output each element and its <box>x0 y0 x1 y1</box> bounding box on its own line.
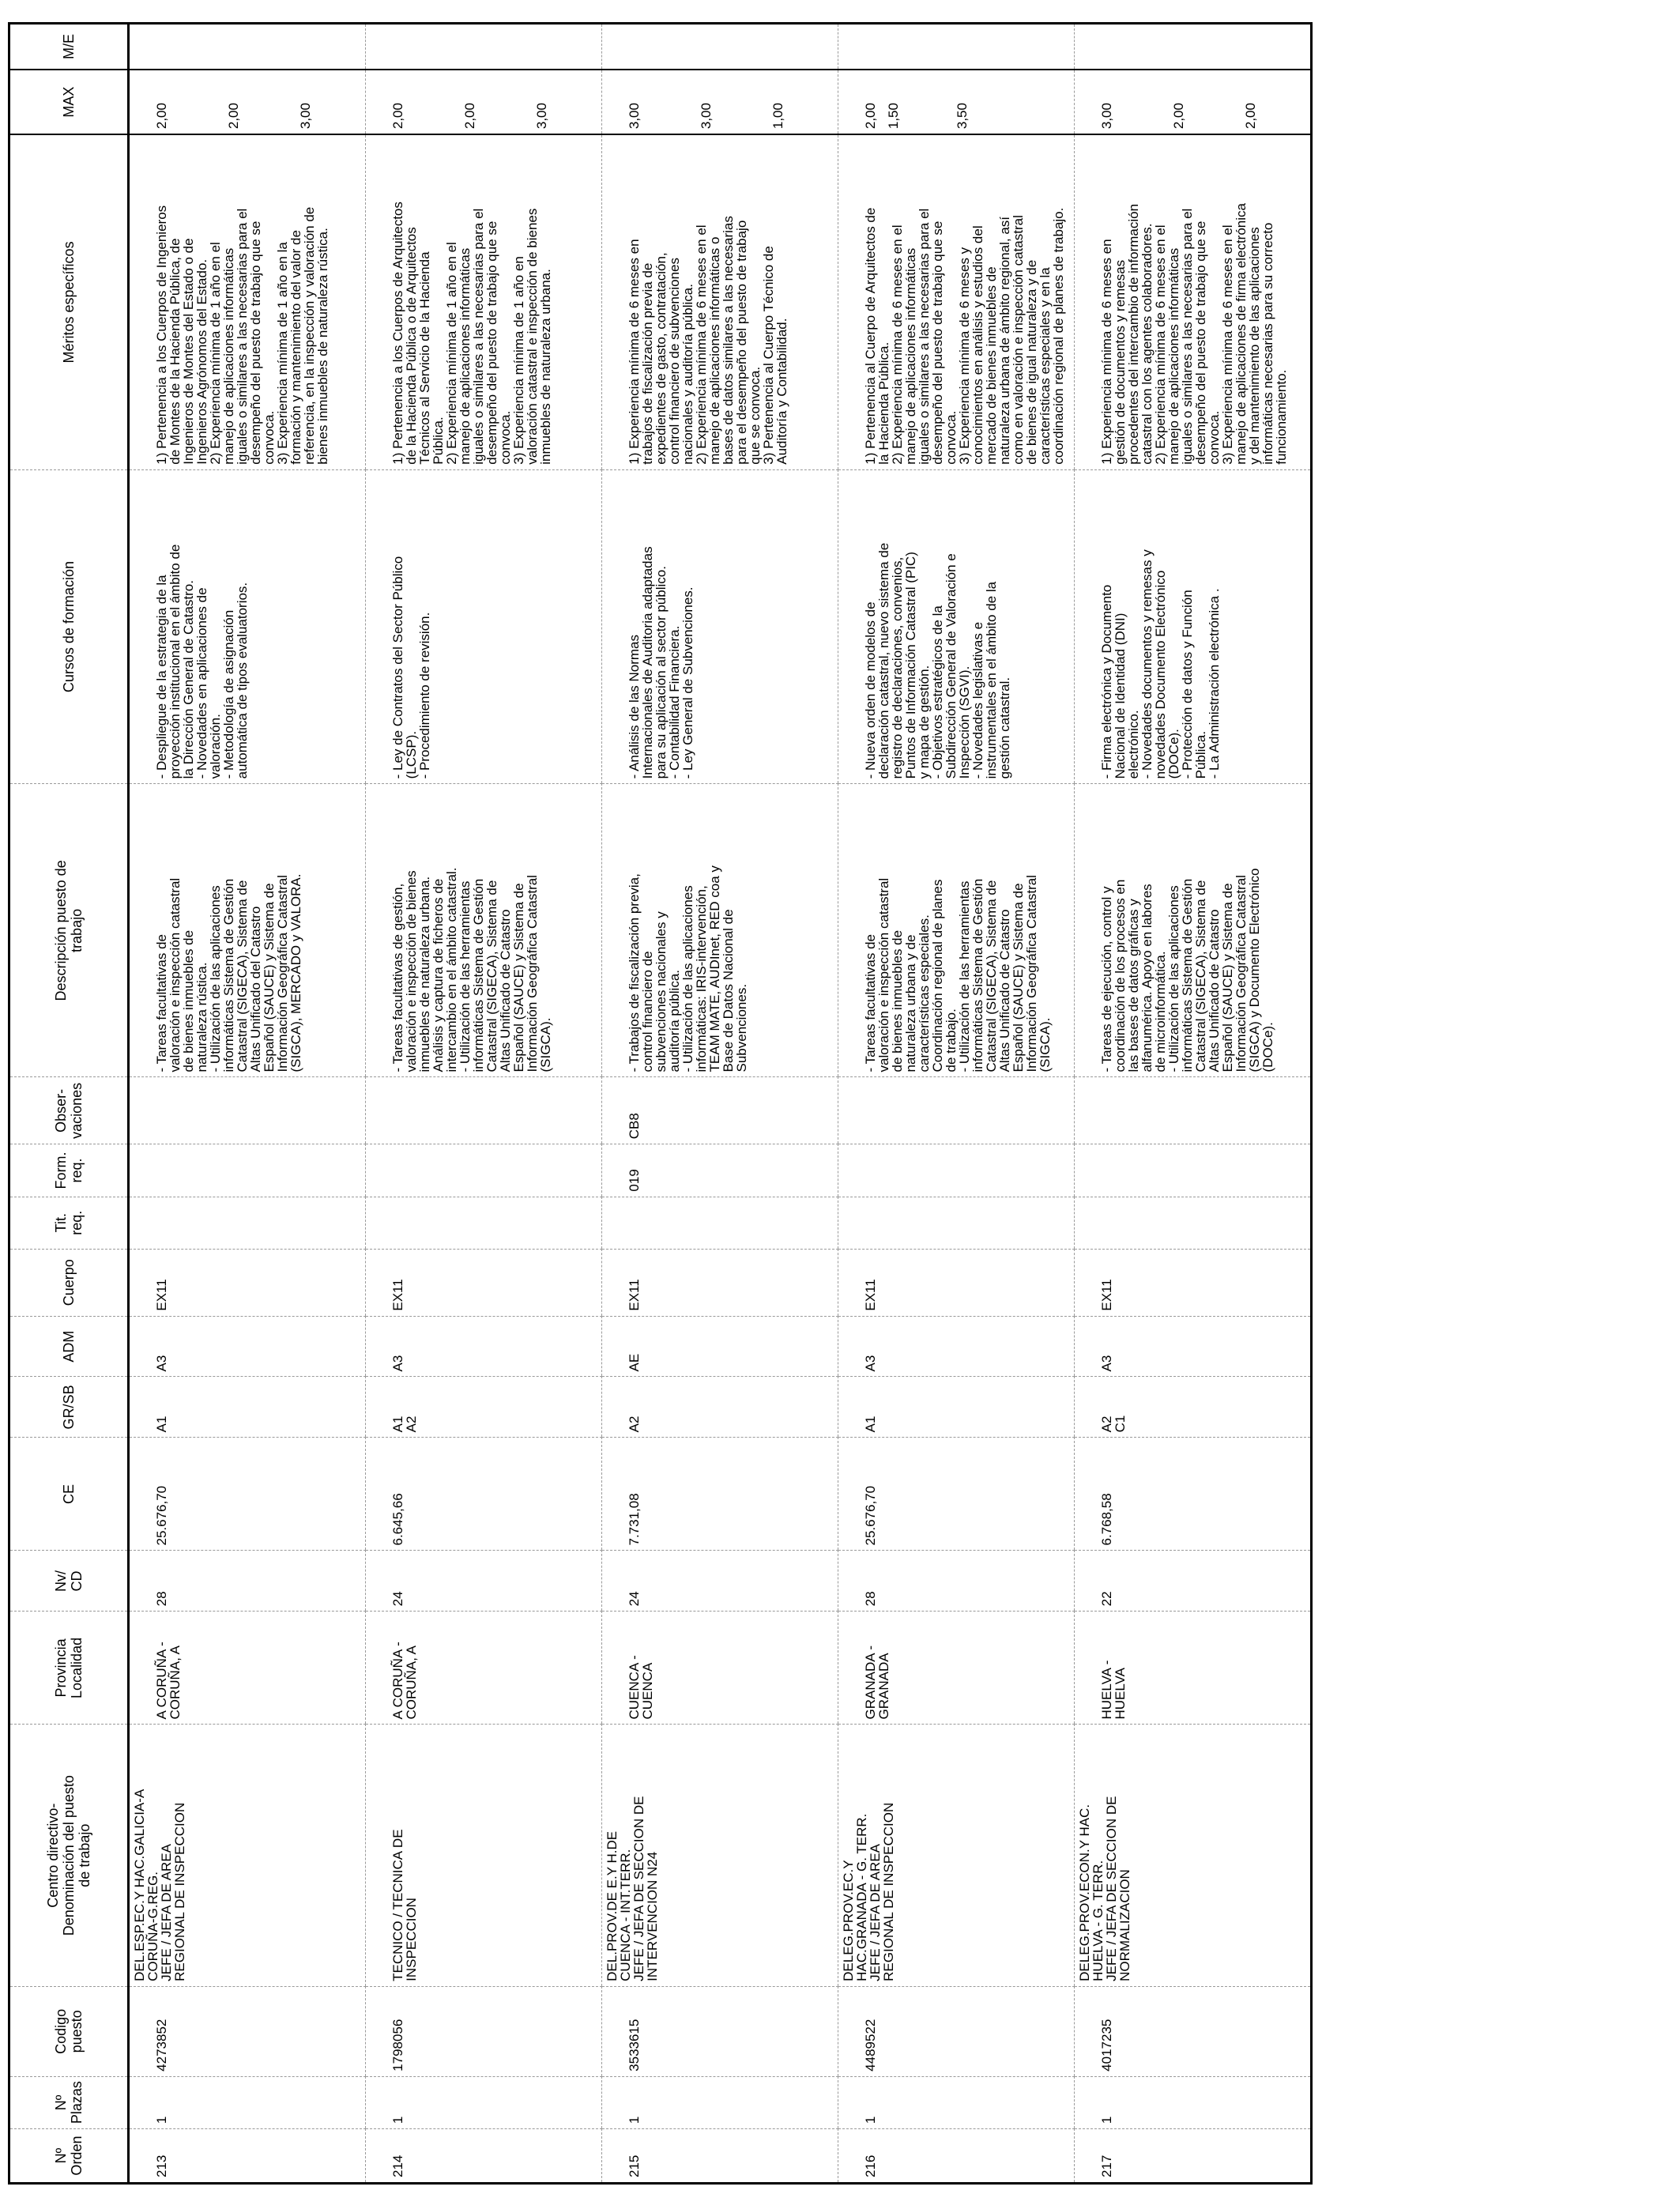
me-cell <box>129 24 366 70</box>
max-value: 3,00 <box>627 103 642 130</box>
header-grsb: GR/SB <box>9 1377 129 1438</box>
tit-cell <box>1075 1197 1312 1249</box>
ce-cell: 6.645,66 <box>366 1438 602 1551</box>
max-value: 2,00 <box>226 103 241 130</box>
grsb-cell: A1 <box>129 1377 366 1438</box>
header-meritos: Méritos específicos <box>9 134 129 469</box>
header-form: Form. req. <box>9 1144 129 1197</box>
max-value: 2,00 <box>863 103 878 130</box>
meritos-cell: 1) Experiencia mínima de 6 meses en trabajos de fiscalización previa de expedientes de gasto, contratación, control financiero de subvenciones nacionales y auditoría pública. 2) Experiencia mínima de 6 meses en el manejo de aplicaciones informáticas o bases de datos similares a las necesarias para el desempeño del puesto de trabajo que se convoca. 3) Pertenencia al Cuerpo Técnico de Auditoría y Contabilidad. <box>602 134 838 469</box>
header-codigo: Codigo puesto <box>9 1986 129 2076</box>
adm-cell: A3 <box>366 1316 602 1377</box>
max-cell <box>366 70 602 134</box>
max-value: 2,00 <box>462 103 477 130</box>
cuerpo-cell: EX11 <box>129 1249 366 1316</box>
tit-cell <box>602 1197 838 1249</box>
table-row <box>838 24 1075 2184</box>
header-plazas: Nº Plazas <box>9 2076 129 2128</box>
plazas-cell: 1 <box>129 2076 366 2128</box>
codigo-cell: 1798056 <box>366 1986 602 2076</box>
me-cell <box>1075 24 1312 70</box>
max-value: 2,00 <box>154 103 169 130</box>
header-centro: Centro directivo- Denominación del puesto de trabajo <box>9 1725 129 1986</box>
centro-cell <box>366 1725 602 1986</box>
unit-name: DELEG.PROV.ECON.Y HAC. HUELVA - G. TERR. <box>1077 1804 1106 1981</box>
obs-cell <box>366 1077 602 1144</box>
form-cell <box>1075 1144 1312 1197</box>
header-me: M/E <box>9 24 129 70</box>
max-cell <box>1075 70 1312 134</box>
header-tit: Tit. req. <box>9 1197 129 1249</box>
descripcion-cell: - Tareas facultativas de valoración e inspección catastral de bienes inmuebles de naturaleza rústica. - Utilización de las aplicaciones informáticas Sistema de Gestión Catastral (SIGECA), Sistema de Altas Unificado del Catastro Español (SAUCE) y Sistema de Información Geográfica Catastral (SIGCA), MERCADO y VALORA. <box>129 784 366 1077</box>
nivel-cell: 24 <box>602 1551 838 1612</box>
ce-cell: 7.731,08 <box>602 1438 838 1551</box>
plazas-cell: 1 <box>602 2076 838 2128</box>
form-cell <box>129 1144 366 1197</box>
max-value: 2,00 <box>390 103 405 130</box>
provincia-cell: A CORUÑA - CORUÑA, A <box>366 1612 602 1725</box>
plazas-cell: 1 <box>838 2076 1075 2128</box>
plazas-cell: 1 <box>366 2076 602 2128</box>
cuerpo-cell: EX11 <box>602 1249 838 1316</box>
codigo-cell: 4489522 <box>838 1986 1075 2076</box>
adm-cell: A3 <box>129 1316 366 1377</box>
obs-cell <box>1075 1077 1312 1144</box>
rotated-sheet <box>0 13 1680 2194</box>
header-row <box>9 24 129 2184</box>
provincia-cell: CUENCA - CUENCA <box>602 1612 838 1725</box>
adm-cell: AE <box>602 1316 838 1377</box>
unit-name: DEL.ESP.EC.Y HAC.GALICIA-A CORUÑA-G.REG. <box>132 1789 160 1981</box>
descripcion-cell: - Trabajos de fiscalización previa, control financiero de subvenciones nacionales y auditoría pública. - Utilización de las aplicaciones informáticas: IRIS-intervención, TEAM MATE, AUDInet, RED coa y Base de Datos Nacional de Subvenciones. <box>602 784 838 1077</box>
provincia-cell: HUELVA - HUELVA <box>1075 1612 1312 1725</box>
max-value: 1,50 <box>886 103 901 130</box>
max-value: 3,00 <box>298 103 313 130</box>
obs-cell <box>129 1077 366 1144</box>
max-value: 3,50 <box>955 103 970 130</box>
nivel-cell: 28 <box>129 1551 366 1612</box>
codigo-cell: 4017235 <box>1075 1986 1312 2076</box>
grsb-cell: A1 <box>838 1377 1075 1438</box>
position-name: JEFE / JEFA DE AREA REGIONAL DE INSPECCION <box>159 1802 187 1981</box>
table-row <box>366 24 602 2184</box>
nivel-cell: 24 <box>366 1551 602 1612</box>
centro-cell <box>1075 1725 1312 1986</box>
adm-cell: A3 <box>838 1316 1075 1377</box>
max-value: 3,00 <box>1099 103 1114 130</box>
centro-cell <box>602 1725 838 1986</box>
orden-cell: 217 <box>1075 2129 1312 2184</box>
max-value: 3,00 <box>699 103 714 130</box>
provincia-cell: A CORUÑA - CORUÑA, A <box>129 1612 366 1725</box>
table-row <box>1075 24 1312 2184</box>
cursos-cell: - Análisis de las Normas Internacionales de Auditoria adaptadas para su aplicación al sector público. - Contabilidad Financiera. - Ley General de Subvenciones. <box>602 469 838 784</box>
descripcion-cell: - Tareas de ejecución, control y coordinación de los procesos en las bases de datos gráficas y alfanumérica. Apoyo en labores de microinformática. - Utilización de las aplicaciones informáticas Sistema de Gestión Catastral (SIGECA), Sistema de Altas Unificado de Catastro Español (SAUCE) y Sistema de Información Geográfica Catastral (SIGCA) y Documento Electrónico (DOCe). <box>1075 784 1312 1077</box>
descripcion-cell: - Tareas facultativas de valoración e inspección catastral de bienes inmuebles de naturaleza urbana y de características especiales. Coordinación regional de planes de trabajo. - Utilización de las herramientas informáticas Sistema de Gestión Catastral (SIGECA), Sistema de Altas Unificado de Catastro Español (SAUCE) y Sistema de Información Geográfica Catastral (SIGCA). <box>838 784 1075 1077</box>
descripcion-cell: - Tareas facultativas de gestión, valoración e inspección de bienes inmuebles de naturaleza urbana. Análisis y captura de ficheros de intercambio en el ámbito catastral. - Utilización de las herramientas informáticas Sistema de Gestión Catastral (SIGECA), Sistema de Altas Unificado de Catastro Español (SAUCE) y Sistema de Información Geográfica Catastral (SIGCA). <box>366 784 602 1077</box>
max-cell <box>602 70 838 134</box>
orden-cell: 215 <box>602 2129 838 2184</box>
header-nivel: Nv/ CD <box>9 1551 129 1612</box>
cursos-cell: - Nueva orden de modelos de declaración catastral, nuevo sistema de registro de declaraciones, convenios, Puntos de Información Catastral (PIC) y mapa de gestión. - Objetivos estratégicos de la Subdirección General de Valoración e Inspección (SGVI). - Novedades legislativas e instrumentales en el ámbito de la gestión catastral. <box>838 469 1075 784</box>
unit-name: DELEG.PROV.EC.Y HAC.GRANADA - G. TERR. <box>841 1813 869 1981</box>
max-value: 1,00 <box>770 103 785 130</box>
table-row <box>602 24 838 2184</box>
header-cursos: Cursos de formación <box>9 469 129 784</box>
me-cell <box>602 24 838 70</box>
header-max: MAX <box>9 70 129 134</box>
header-obs: Obser- vaciones <box>9 1077 129 1144</box>
meritos-cell: 1) Experiencia mínima de 6 meses en gestión de documentos y remesas procedentes del intercambio de información catastral con los agentes colaboradores. 2) Experiencia mínima de 6 meses en el manejo de aplicaciones informáticas iguales o similares a las necesarias para el desempeño del puesto de trabajo que se convoca. 3) Experiencia mínima de 6 meses en el manejo de aplicaciones de firma electrónica y del mantenimiento de las aplicaciones informáticas necesarias para su correcto funcionamiento. <box>1075 134 1312 469</box>
me-cell <box>366 24 602 70</box>
grsb-cell: A2 <box>602 1377 838 1438</box>
position-name: JEFE / JEFA DE SECCION DE INTERVENCION N24 <box>631 1796 660 1981</box>
vacancies-table <box>8 22 1313 2185</box>
cuerpo-cell: EX11 <box>366 1249 602 1316</box>
obs-cell <box>838 1077 1075 1144</box>
ce-cell: 25.676,70 <box>129 1438 366 1551</box>
max-value: 3,00 <box>534 103 549 130</box>
cursos-cell: - Ley de Contratos del Sector Público (LCSP). - Procedimiento de revisión. <box>366 469 602 784</box>
plazas-cell: 1 <box>1075 2076 1312 2128</box>
form-cell <box>366 1144 602 1197</box>
form-cell: 019 <box>602 1144 838 1197</box>
table-row <box>129 24 366 2184</box>
adm-cell: A3 <box>1075 1316 1312 1377</box>
nivel-cell: 22 <box>1075 1551 1312 1612</box>
tit-cell <box>838 1197 1075 1249</box>
meritos-cell: 1) Pertenencia al Cuerpo de Arquitectos de la Hacienda Pública. 2) Experiencia mínima de 6 meses en el manejo de aplicaciones informáticas iguales o similares a las necesarias para el desempeño del puesto de trabajo que se convoca. 3) Experiencia mínima de 6 meses y conocimientos en análisis y estudios del mercado de bienes inmuebles de naturaleza urbana de ámbito regional, así como en valoración e inspección catastral de bienes de igual naturaleza y de características especiales y en la coordinación regional de planes de trabajo. <box>838 134 1075 469</box>
cursos-cell: - Firma electrónica y Documento Nacional de Identidad (DNI) electrónico. - Novedades documentos y remesas y novedades Documento Electrónico (DOCe). - Protección de datos y Función Pública. - La Administración electrónica . <box>1075 469 1312 784</box>
grsb-cell: A2 C1 <box>1075 1377 1312 1438</box>
position-name: JEFE / JEFA DE AREA REGIONAL DE INSPECCION <box>868 1802 896 1981</box>
centro-cell <box>129 1725 366 1986</box>
position-name: JEFE / JEFA DE SECCION DE NORMALIZACION <box>1104 1796 1132 1981</box>
header-orden: Nº Orden <box>9 2129 129 2184</box>
tit-cell <box>129 1197 366 1249</box>
meritos-cell: 1) Pertenencia a los Cuerpos de Arquitectos de la Hacienda Pública o de Arquitectos Técnicos al Servicio de la Hacienda Pública. 2) Experiencia mínima de 1 año en el manejo de aplicaciones informáticas iguales o similares a las necesarias para el desempeño del puesto de trabajo que se convoca. 3) Experiencia mínima de 1 año en valoración catastral e inspección de bienes inmuebles de naturaleza urbana. <box>366 134 602 469</box>
codigo-cell: 3533615 <box>602 1986 838 2076</box>
max-cell <box>838 70 1075 134</box>
orden-cell: 213 <box>129 2129 366 2184</box>
centro-cell <box>838 1725 1075 1986</box>
max-value: 2,00 <box>1171 103 1186 130</box>
meritos-cell: 1) Pertenencia a los Cuerpos de Ingenieros de Montes de la Hacienda Pública, de Ingenieros de Montes del Estado o de Ingenieros Agrónomos del Estado. 2) Experiencia mínima de 1 año en el manejo de aplicaciones informáticas iguales o similares a las necesarias para el desempeño del puesto de trabajo que se convoca. 3) Experiencia mínima de 1 año en la formación y mantenimiento del valor de referencia, en la inspección y valoración de bienes inmuebles de naturaleza rústica. <box>129 134 366 469</box>
ce-cell: 6.768,58 <box>1075 1438 1312 1551</box>
header-descripcion: Descripción puesto de trabajo <box>9 784 129 1077</box>
max-value: 2,00 <box>1243 103 1258 130</box>
cuerpo-cell: EX11 <box>838 1249 1075 1316</box>
codigo-cell: 4273852 <box>129 1986 366 2076</box>
position-name: TECNICO / TECNICA DE INSPECCION <box>390 1829 419 1981</box>
unit-name: DEL.PROV.DE E.Y H.DE CUENCA - INT.TERR. <box>605 1830 633 1981</box>
orden-cell: 214 <box>366 2129 602 2184</box>
grsb-cell: A1 A2 <box>366 1377 602 1438</box>
orden-cell: 216 <box>838 2129 1075 2184</box>
cursos-cell: - Despliegue de la estrategia de la proyección institucional en el ámbito de la Dirección General de Catastro. - Novedades en aplicaciones de valoración. - Metodología de asignación automática de tipos evaluatorios. <box>129 469 366 784</box>
header-adm: ADM <box>9 1316 129 1377</box>
ce-cell: 25.676,70 <box>838 1438 1075 1551</box>
header-provincia: Provincia Localidad <box>9 1612 129 1725</box>
form-cell <box>838 1144 1075 1197</box>
tit-cell <box>366 1197 602 1249</box>
header-cuerpo: Cuerpo <box>9 1249 129 1316</box>
provincia-cell: GRANADA - GRANADA <box>838 1612 1075 1725</box>
cuerpo-cell: EX11 <box>1075 1249 1312 1316</box>
nivel-cell: 28 <box>838 1551 1075 1612</box>
header-ce: CE <box>9 1438 129 1551</box>
me-cell <box>838 24 1075 70</box>
max-cell <box>129 70 366 134</box>
obs-cell: CB8 <box>602 1077 838 1144</box>
